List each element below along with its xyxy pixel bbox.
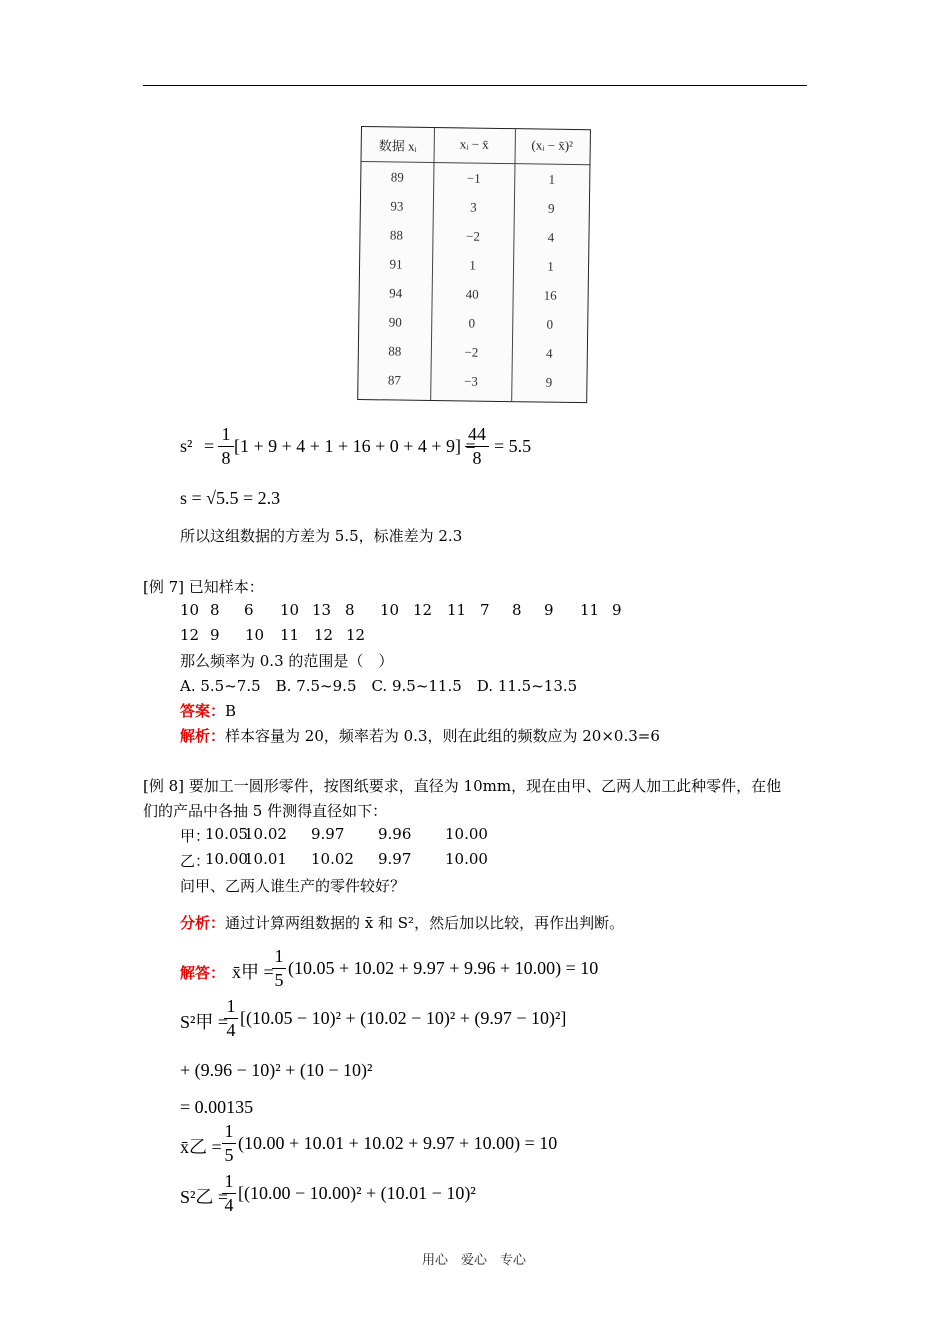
sample-value: 6 <box>244 601 254 619</box>
denominator: 5 <box>224 1145 234 1165</box>
fraction-bar <box>222 1143 236 1144</box>
mean-jia-rest: (10.05 + 10.02 + 9.97 + 9.96 + 10.00) = 10 <box>288 958 599 978</box>
numerator: 1 <box>221 424 231 444</box>
sample-value: 12 <box>314 626 334 644</box>
table-cell: 1 <box>547 258 554 274</box>
example-7-title: [例 7] 已知样本： <box>143 578 264 596</box>
diameter-value: 10.02 <box>244 825 287 843</box>
table-cell: 88 <box>389 227 404 243</box>
fraction-one-fifth <box>272 946 286 991</box>
sample-value: 10 <box>245 626 265 644</box>
var-yi-lhs: S²乙 = <box>180 1187 229 1207</box>
var-jia-rest: [(10.05 − 10)² + (10.02 − 10)² + (9.97 − 10)²] <box>240 1008 567 1028</box>
deviation-table <box>357 126 591 403</box>
answer-line <box>180 700 236 721</box>
diameter-value: 10.05 <box>205 825 248 843</box>
example-8-analysis <box>180 912 624 933</box>
var-jia-continued: + (9.96 − 10)² + (10 − 10)² <box>180 1060 373 1080</box>
mean-jia-lhs: x̄甲 = <box>232 962 274 982</box>
diameter-value: 10.02 <box>311 850 354 868</box>
table-cell: 9 <box>545 374 553 390</box>
denominator: 4 <box>226 1020 236 1040</box>
table-cell: 9 <box>548 200 555 216</box>
var-jia-result: = 0.00135 <box>180 1097 254 1117</box>
conclusion: 所以这组数据的方差为 5.5，标准差为 2.3 <box>180 527 463 545</box>
answer-label: 答案： <box>180 702 226 720</box>
solution-label <box>180 962 225 983</box>
numerator: 1 <box>226 996 236 1016</box>
diameter-value: 9.96 <box>378 825 412 843</box>
analysis-label: 分析： <box>180 914 226 932</box>
diameter-value: 9.97 <box>378 850 412 868</box>
table-cell: −2 <box>464 344 479 360</box>
table-cell: 1 <box>548 171 556 187</box>
sample-value: 9 <box>210 626 220 644</box>
denominator: 5 <box>274 970 284 990</box>
denominator: 8 <box>221 448 231 468</box>
mean-yi-lhs: x̄乙 = <box>180 1137 222 1157</box>
table-cell: 16 <box>543 287 557 303</box>
table-cell: 4 <box>545 345 553 361</box>
sample-value: 11 <box>580 601 600 619</box>
page-footer: 用心 爱心 专心 <box>422 1253 527 1268</box>
fraction-one-quarter <box>224 996 238 1041</box>
sample-value: 12 <box>413 601 433 619</box>
table-header-rule <box>361 161 589 165</box>
table-header: xᵢ − x̄ <box>459 136 489 152</box>
diameter-value: 10.01 <box>244 850 287 868</box>
diameter-value: 9.97 <box>311 825 345 843</box>
table-cell: 91 <box>389 256 403 272</box>
denominator: 4 <box>224 1195 234 1215</box>
sample-value: 9 <box>544 601 554 619</box>
table-cell: 88 <box>388 343 402 359</box>
example-8-line-2: 们的产品中各抽 5 件测得直径如下： <box>143 802 388 820</box>
sample-value: 8 <box>210 601 220 619</box>
sample-value: 9 <box>612 601 622 619</box>
equals-sign: = <box>204 436 215 456</box>
sample-value: 8 <box>345 601 355 619</box>
analysis-text: 样本容量为 20，频率若为 0.3，则在此组的频数应为 20×0.3=6 <box>225 727 660 745</box>
fraction-bar <box>465 446 489 447</box>
example-7-options: A. 5.5~7.5 B. 7.5~9.5 C. 9.5~11.5 D. 11.5~13.5 <box>180 677 578 695</box>
fraction-44-8 <box>465 424 489 469</box>
answer-value: B <box>225 702 237 720</box>
yi-label: 乙： <box>180 852 211 870</box>
table-cell: 93 <box>390 198 404 214</box>
header-rule <box>143 85 807 86</box>
analysis-text: 通过计算两组数据的 x̄ 和 S²，然后加以比较，再作出判断。 <box>225 914 625 932</box>
diameter-value: 10.00 <box>445 825 488 843</box>
diameter-value: 10.00 <box>205 850 248 868</box>
fraction-one-quarter <box>222 1171 236 1216</box>
table-cell: 90 <box>388 314 402 330</box>
table-cell: 89 <box>390 169 404 185</box>
sample-value: 12 <box>346 626 366 644</box>
numerator: 1 <box>224 1171 234 1191</box>
s2-sum: [1 + 9 + 4 + 1 + 16 + 0 + 4 + 9] = <box>234 436 476 456</box>
table-cell: −3 <box>463 373 478 389</box>
var-jia-lhs: S²甲 = <box>180 1012 229 1032</box>
numerator: 1 <box>224 1121 234 1141</box>
table-cell: 94 <box>389 285 403 301</box>
diameter-value: 10.00 <box>445 850 488 868</box>
var-yi-rest: [(10.00 − 10.00)² + (10.01 − 10)² <box>238 1183 476 1203</box>
denominator: 8 <box>472 448 482 468</box>
sample-value: 10 <box>380 601 400 619</box>
sample-value: 8 <box>512 601 522 619</box>
table-header: (xᵢ − x̄)² <box>531 137 574 153</box>
fraction-one-fifth <box>222 1121 236 1166</box>
analysis-line <box>180 725 660 746</box>
solution-label-text: 解答： <box>180 964 226 982</box>
numerator: 44 <box>468 424 486 444</box>
table-header: 数据 xᵢ <box>378 138 417 154</box>
s2-symbol: s² <box>180 436 193 456</box>
fraction-bar <box>222 1193 236 1194</box>
fraction-bar <box>218 446 234 447</box>
sample-value: 11 <box>280 626 300 644</box>
sample-value: 7 <box>480 601 490 619</box>
fraction-one-eighth <box>218 424 234 469</box>
table-cell: 4 <box>547 229 555 245</box>
table-cell: −1 <box>466 170 481 186</box>
s2-result: = 5.5 <box>494 436 532 456</box>
sample-value: 12 <box>180 626 200 644</box>
fraction-bar <box>272 968 286 969</box>
fraction-bar <box>224 1018 238 1019</box>
std-dev-line: s = √5.5 = 2.3 <box>180 488 281 508</box>
table-cell: 87 <box>387 372 402 388</box>
example-7-question: 那么频率为 0.3 的范围是（ ） <box>180 652 394 670</box>
example-8-question: 问甲、乙两人谁生产的零件较好？ <box>180 877 406 895</box>
sample-value: 11 <box>447 601 467 619</box>
analysis-label: 解析： <box>180 727 226 745</box>
table-cell: 0 <box>468 315 476 331</box>
sample-value: 10 <box>180 601 200 619</box>
table-cell: 40 <box>465 286 479 302</box>
mean-yi-rest: (10.00 + 10.01 + 10.02 + 9.97 + 10.00) = 10 <box>238 1133 558 1153</box>
sample-value: 13 <box>312 601 332 619</box>
example-8-line-1: [例 8] 要加工一圆形零件，按图纸要求，直径为 10mm，现在由甲、乙两人加工此种零件，在他 <box>143 777 782 795</box>
numerator: 1 <box>274 946 284 966</box>
table-cell: 1 <box>469 257 476 273</box>
table-cell: −2 <box>465 228 480 244</box>
sample-value: 10 <box>280 601 300 619</box>
table-cell: 0 <box>546 316 554 332</box>
table-cell: 3 <box>470 199 477 215</box>
jia-label: 甲： <box>180 827 211 845</box>
